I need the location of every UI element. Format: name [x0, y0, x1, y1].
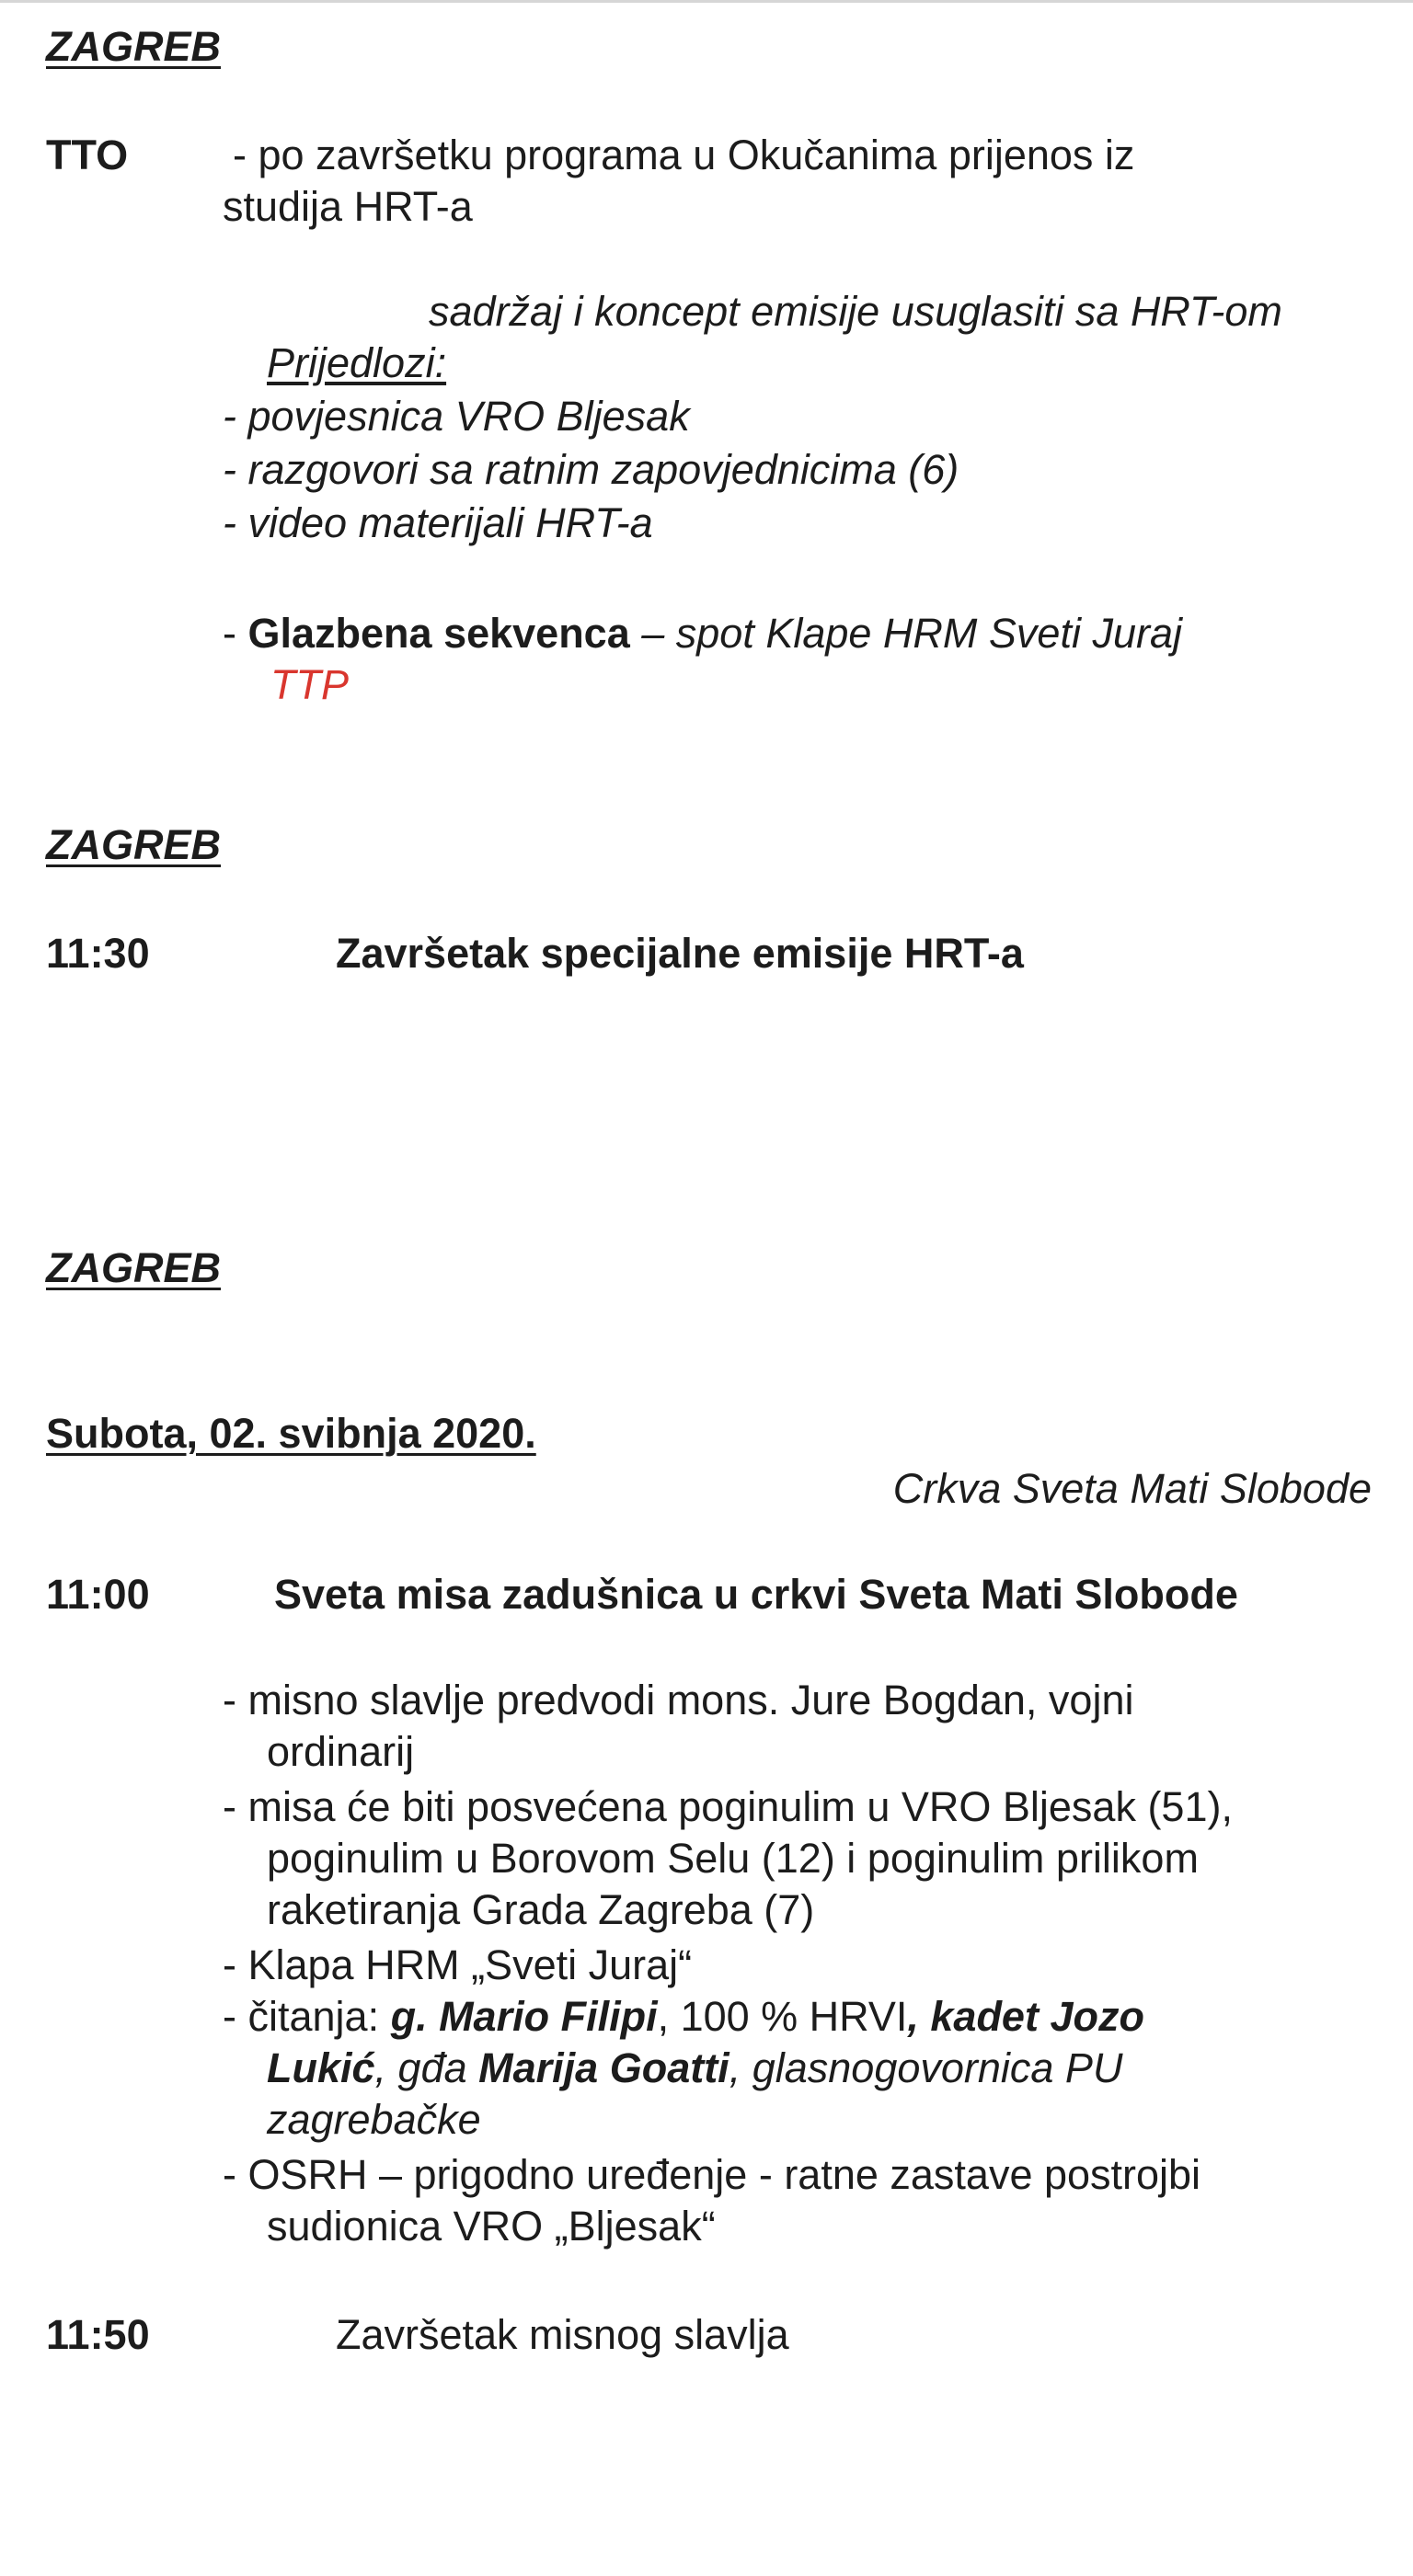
- readings-line: [223, 1990, 1144, 2044]
- location-heading: ZAGREB: [46, 1244, 221, 1291]
- reader-role: , 100 % HRVI: [657, 1993, 908, 2040]
- location-heading: ZAGREB: [46, 821, 221, 868]
- mass-detail-item-cont: ordinarij: [267, 1728, 415, 1775]
- readings-line-cont: [267, 2042, 1122, 2095]
- concept-note: sadržaj i koncept emisije usuglasiti sa HRT-om: [429, 288, 1282, 335]
- mass-detail-item-cont: raketiranja Grada Zagreba (7): [267, 1886, 815, 1933]
- reader-role-cont: zagrebačke: [267, 2096, 481, 2143]
- end-time: 11:50: [46, 2311, 150, 2358]
- music-detail: – spot Klape HRM Sveti Juraj: [629, 610, 1182, 657]
- readings-prefix: - čitanja:: [223, 1993, 391, 2040]
- reader-name: , kadet Jozo: [907, 1993, 1144, 2040]
- ttp-note: TTP: [270, 661, 349, 708]
- music-sequence-line: [223, 607, 1182, 660]
- location-heading: ZAGREB: [46, 23, 221, 70]
- event-title: Sveta misa zadušnica u crkvi Sveta Mati Slobode: [274, 1571, 1238, 1618]
- mass-detail-item: - OSRH – prigodno uređenje - ratne zastave postrojbi: [223, 2151, 1201, 2198]
- program-description-line1: - po završetku programa u Okučanima prijenos iz: [233, 132, 1135, 178]
- event-time: 11:30: [46, 930, 150, 977]
- program-code: TTO: [46, 132, 129, 178]
- event-venue: Crkva Sveta Mati Slobode: [892, 1465, 1372, 1512]
- end-event: Završetak misnog slavlja: [336, 2311, 789, 2358]
- mass-detail-item: - Klapa HRM „Sveti Juraj“: [223, 1941, 693, 1988]
- event-time: 11:00: [46, 1571, 150, 1618]
- music-prefix: -: [223, 610, 248, 657]
- proposal-item: - razgovori sa ratnim zapovjednicima (6): [223, 446, 959, 493]
- program-description-line2: studija HRT-a: [223, 183, 473, 230]
- mass-detail-item: - misno slavlje predvodi mons. Jure Bogdan, vojni: [223, 1677, 1134, 1723]
- mass-detail-item-cont: poginulim u Borovom Selu (12) i poginulim prilikom: [267, 1835, 1199, 1882]
- reader-name: Marija Goatti: [478, 2044, 729, 2091]
- proposals-heading: Prijedlozi:: [267, 339, 447, 386]
- reader-name: g. Mario Filipi: [390, 1993, 658, 2040]
- event-date: Subota, 02. svibnja 2020.: [46, 1410, 536, 1457]
- music-label: Glazbena sekvenca: [247, 610, 630, 657]
- proposal-item: - povjesnica VRO Bljesak: [223, 393, 690, 440]
- proposal-item: - video materijali HRT-a: [223, 499, 653, 546]
- event-title: Završetak specijalne emisije HRT-a: [336, 930, 1024, 977]
- mass-detail-item: - misa će biti posvećena poginulim u VRO Bljesak (51),: [223, 1783, 1233, 1830]
- top-border: [0, 0, 1413, 3]
- mass-detail-item-cont: sudionica VRO „Bljesak“: [267, 2203, 716, 2250]
- reader-title: , gđa: [374, 2044, 479, 2091]
- reader-name: Lukić: [267, 2044, 375, 2091]
- reader-role: , glasnogovornica PU: [729, 2044, 1123, 2091]
